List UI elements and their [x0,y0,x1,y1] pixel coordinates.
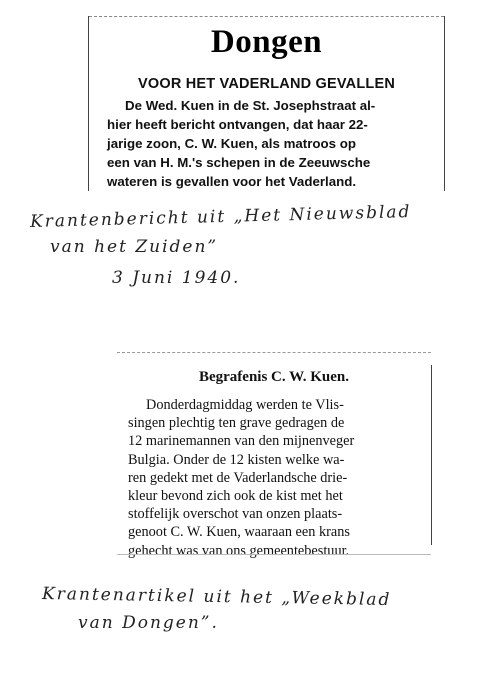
clipping-title: Dongen [210,24,323,60]
clipping-top-edge [117,352,431,353]
newspaper-clipping-nieuwsblad [88,16,445,191]
body-line: een van H. M.'s schepen in de Zeeuwsche [107,155,371,170]
clipping-bottom-edge [117,554,431,555]
clipping-body [128,396,428,560]
body-line: De Wed. Kuen in de St. Josephstraat al- [125,98,376,113]
body-line: singen plechtig ten grave gedragen de [128,415,345,432]
body-line: hier heeft bericht ontvangen, dat haar 22- [107,117,368,132]
handwritten-note-source-cont: van het Zuiden” [50,237,219,257]
handwritten-note-source: Krantenbericht uit „Het Nieuwsblad [29,202,412,232]
clipping-headline: Begrafenis C. W. Kuen. [198,369,349,385]
clipping-top-edge [89,16,444,17]
body-line: jarige zoon, C. W. Kuen, als matroos op [107,136,356,151]
body-line: ren gedekt met de Vaderlandsche drie- [128,469,348,486]
clipping-right-edge [431,365,432,545]
body-line: 12 marinemannen van den mijnenveger [128,433,355,450]
body-line: Donderdagmiddag werden te Vlis- [146,397,344,413]
clipping-headline: VOOR HET VADERLAND GEVALLEN [137,76,395,92]
handwritten-note-source-cont: van Dongen”. [78,613,219,633]
clipping-body [107,96,430,191]
body-line: gehecht was van ons gemeentebestuur. [128,542,350,559]
body-line: stoffelijk overschot van onzen plaats- [128,506,343,523]
body-line: kleur bevond zich ook de kist met het [128,488,343,505]
body-line: Bulgia. Onder de 12 kisten welke wa- [128,451,345,468]
body-line: genoot C. W. Kuen, waaraan een krans [128,524,350,541]
handwritten-note-date: 3 Juni 1940. [112,268,241,288]
body-line: wateren is gevallen voor het Vaderland. [107,174,357,189]
handwritten-note-source: Krantenartikel uit het „Weekblad [41,583,392,611]
